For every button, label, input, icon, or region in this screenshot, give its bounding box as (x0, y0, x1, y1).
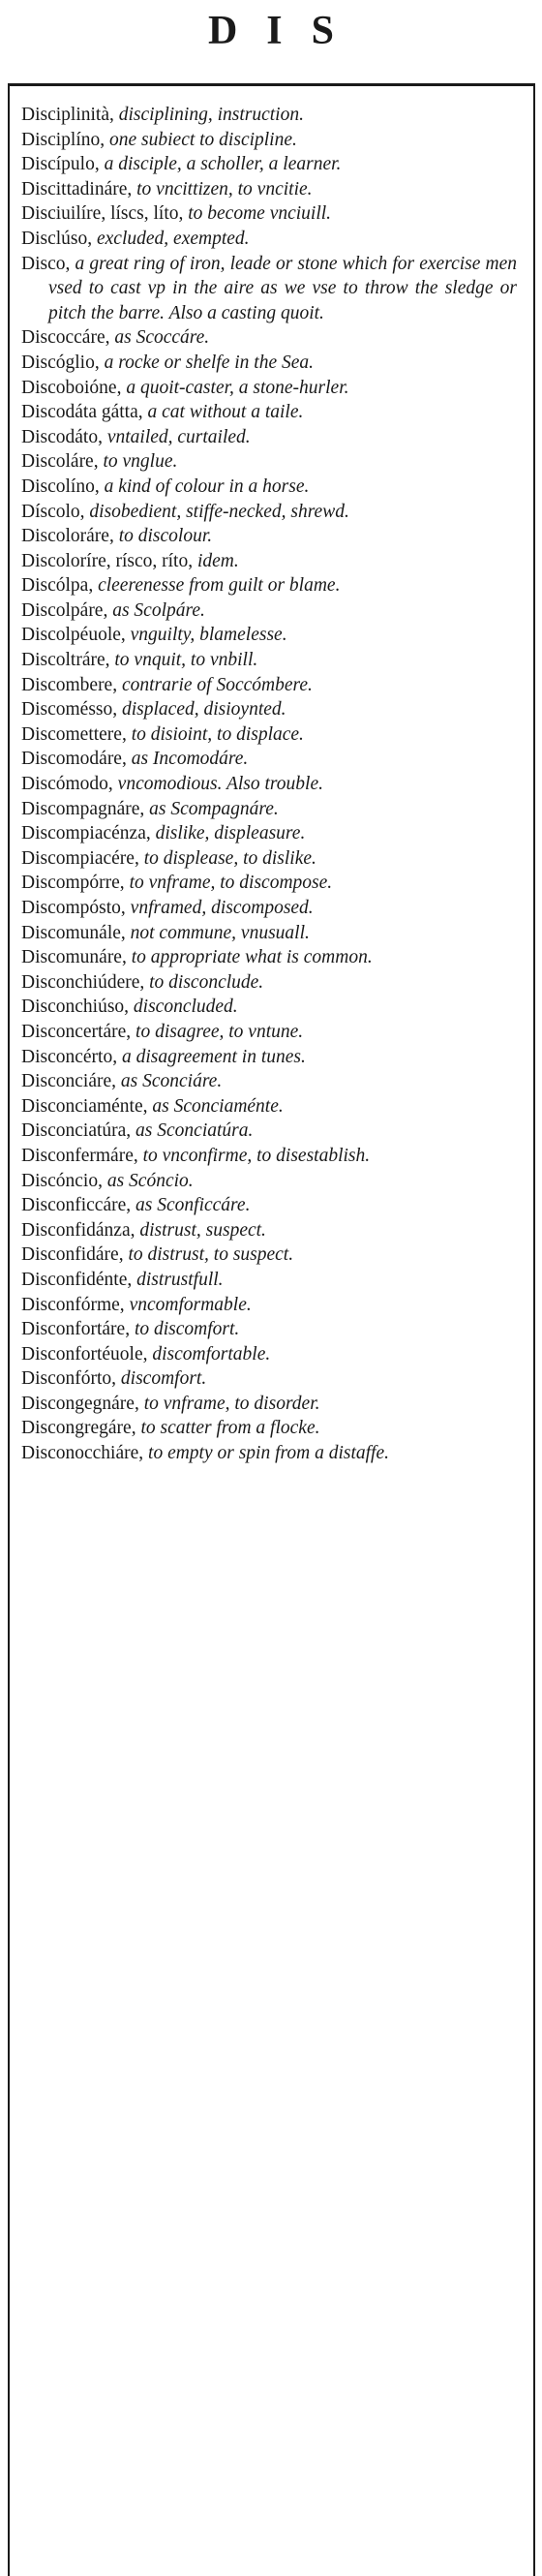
dictionary-entry (21, 1169, 517, 1194)
entry-headword: Disconfidánza, (21, 1219, 136, 1241)
dictionary-entry (21, 177, 517, 202)
entry-definition: dislike, displeasure. (150, 823, 306, 844)
dictionary-entry (21, 376, 517, 401)
entry-definition: disobedient, stiffe-necked, shrewd. (84, 501, 349, 522)
entry-headword: Discompiacére, (21, 847, 139, 869)
entry-definition: to become vnciuill. (183, 203, 332, 225)
dictionary-entry (21, 201, 517, 227)
dictionary-entry (21, 128, 517, 153)
entry-definition: displaced, disioynted. (117, 699, 286, 721)
entry-headword: Discompagnáre, (21, 798, 145, 819)
dictionary-entry (21, 1069, 517, 1094)
dictionary-entry (21, 1218, 517, 1243)
entry-headword: Discompiacénza, (21, 823, 151, 844)
entry-headword: Discomunáre, (21, 947, 127, 968)
dictionary-entry (21, 1293, 517, 1318)
entry-definition: discomfort. (116, 1368, 207, 1390)
entry-definition: to discolour. (113, 526, 213, 547)
entry-headword: Discompósto, (21, 898, 126, 918)
entry-headword: Discomettere, (21, 723, 127, 745)
entry-definition: disconcluded. (129, 997, 238, 1018)
entry-headword: Disconciaménte, (21, 1095, 148, 1117)
entry-definition: vnframed, discomposed. (125, 898, 314, 918)
entry-definition: as Scóncio. (102, 1170, 194, 1191)
dictionary-entry (21, 103, 517, 128)
entry-headword: Discongegnáre, (21, 1393, 139, 1414)
entry-headword: Disconfórto, (21, 1368, 117, 1390)
entry-headword: Disciuilíre, líscs, líto, (21, 203, 184, 225)
entry-definition: to displease, to dislike. (138, 847, 316, 869)
entry-headword: Disconficcáre, (21, 1195, 132, 1216)
dictionary-entry (21, 1119, 517, 1144)
entry-definition: as Scolpáre. (107, 599, 205, 621)
entry-definition: as Scoccáre. (109, 327, 210, 349)
entry-definition: to appropriate what is common. (126, 947, 373, 968)
entry-definition: as Scompagnáre. (144, 798, 279, 819)
entry-headword: Díscolo, (21, 501, 85, 522)
dictionary-entry (21, 1242, 517, 1268)
entry-headword: Discombere, (21, 674, 118, 695)
dictionary-entry (21, 475, 517, 500)
entry-headword: Disconfortéuole, (21, 1343, 148, 1365)
entry-definition: a disciple, a scholler, a learner. (99, 154, 342, 175)
dictionary-entry (21, 1020, 517, 1045)
dictionary-entry (21, 697, 517, 722)
dictionary-entry (21, 1094, 517, 1119)
entry-definition: to scatter from a flocke. (136, 1418, 320, 1439)
entry-headword: Discomésso, (21, 699, 118, 721)
dictionary-entry (21, 1268, 517, 1293)
entry-definition: to vnframe, to disorder. (138, 1393, 320, 1414)
entry-definition: a rocke or shelfe in the Sea. (99, 352, 315, 373)
dictionary-entry (21, 227, 517, 252)
entry-definition: disciplining, instruction. (113, 105, 304, 125)
entry-definition: idem. (193, 550, 239, 571)
dictionary-entry (21, 722, 517, 748)
dictionary-entry (21, 500, 517, 525)
entry-definition: to disconclude. (144, 971, 264, 993)
entry-definition: as Sconciáre. (116, 1071, 223, 1092)
entry-definition: to vnquit, to vnbill. (109, 650, 258, 671)
dictionary-entry (21, 623, 517, 648)
dictionary-entry (21, 871, 517, 896)
entry-definition: as Sconciatúra. (131, 1120, 254, 1142)
dictionary-entry (21, 598, 517, 624)
entry-definition: cleerenesse from guilt or blame. (93, 575, 341, 597)
entry-headword: Disconciatúra, (21, 1120, 132, 1142)
entry-definition: to vnglue. (98, 451, 178, 473)
dictionary-entry (21, 945, 517, 970)
entry-definition: a kind of colour in a horse. (99, 475, 310, 497)
entry-headword: Disconcérto, (21, 1046, 118, 1067)
dictionary-entry (21, 896, 517, 921)
entry-headword: Disconcertáre, (21, 1021, 132, 1042)
entry-headword: Discóncio, (21, 1170, 103, 1191)
page-title: DIS (207, 9, 364, 53)
entry-definition: one subiect to discipline. (105, 129, 297, 150)
dictionary-entry (21, 549, 517, 574)
entry-headword: Discodáta gátta, (21, 402, 143, 423)
dictionary-entries (21, 103, 517, 1466)
entry-headword: Discolpáre, (21, 599, 108, 621)
entry-definition: to vnframe, to discompose. (124, 873, 333, 894)
dictionary-entry (21, 1392, 517, 1417)
dictionary-entry (21, 449, 517, 475)
dictionary-entry (21, 846, 517, 872)
dictionary-entry (21, 1441, 517, 1466)
entry-headword: Disconfórme, (21, 1294, 125, 1315)
entry-headword: Disconchiúdere, (21, 971, 145, 993)
dictionary-entry (21, 1144, 517, 1169)
entry-definition: a great ring of iron, leade or stone which for exercise men vsed to cast vp in the aire as we vse to throw the sledge or pitch the barre. Also a casting quoit. (48, 253, 517, 323)
entry-headword: Discómodo, (21, 774, 113, 795)
dictionary-entry (21, 995, 517, 1020)
dictionary-entry (21, 1342, 517, 1367)
entry-definition: distrust, suspect. (135, 1219, 266, 1241)
dictionary-entry (21, 1045, 517, 1070)
dictionary-entry (21, 425, 517, 450)
dictionary-entry (21, 351, 517, 376)
entry-definition: to disioint, to displace. (126, 723, 304, 745)
entry-headword: Discomunále, (21, 922, 126, 943)
entry-definition: vncomodious. Also trouble. (112, 774, 323, 795)
entry-headword: Discodáto, (21, 426, 103, 447)
entry-definition: contrarie of Soccómbere. (117, 674, 313, 695)
entry-definition: discomfortable. (147, 1343, 271, 1365)
entry-definition: not commune, vnusuall. (125, 922, 310, 943)
entry-definition: to vnconfirme, to disestablish. (137, 1145, 371, 1166)
entry-definition: a cat without a taile. (142, 402, 304, 423)
dictionary-entry (21, 1317, 517, 1342)
entry-headword: Discittadináre, (21, 178, 133, 199)
entry-headword: Discolíno, (21, 475, 100, 497)
entry-headword: Discolpéuole, (21, 625, 126, 646)
entry-headword: Disciplinità, (21, 105, 114, 125)
dictionary-entry (21, 747, 517, 772)
entry-headword: Disconfidénte, (21, 1269, 133, 1290)
page-header (8, 0, 534, 86)
entry-headword: Disciplíno, (21, 129, 105, 150)
entry-definition: to disagree, to vntune. (131, 1021, 304, 1042)
dictionary-entry (21, 252, 517, 326)
entry-headword: Discomodáre, (21, 749, 127, 770)
entry-headword: Disconfortáre, (21, 1319, 131, 1340)
entry-definition: a quoit-caster, a stone-hurler. (121, 377, 349, 398)
entry-headword: Discoboióne, (21, 377, 122, 398)
entry-headword: Disconchiúso, (21, 997, 130, 1018)
dictionary-entry (21, 325, 517, 351)
entry-headword: Discoccáre, (21, 327, 110, 349)
entry-headword: Disconocchiáre, (21, 1443, 144, 1464)
entry-definition: as Incomodáre. (126, 749, 249, 770)
entry-definition: excluded, exempted. (92, 228, 250, 249)
entry-definition: a disagreement in tunes. (117, 1046, 306, 1067)
dictionary-entry (21, 400, 517, 425)
entry-definition: as Sconficcáre. (131, 1195, 251, 1216)
entry-headword: Discoláre, (21, 451, 99, 473)
entry-definition: distrustfull. (132, 1269, 224, 1290)
dictionary-entry (21, 797, 517, 822)
dictionary-entry (21, 152, 517, 177)
dictionary-entry (21, 970, 517, 996)
dictionary-entry (21, 821, 517, 846)
entry-headword: Disco, (21, 253, 71, 274)
entry-headword: Disconciáre, (21, 1071, 116, 1092)
dictionary-entry (21, 648, 517, 673)
dictionary-entry (21, 524, 517, 549)
entry-definition: vnguilty, blamelesse. (125, 625, 287, 646)
entry-definition: to discomfort. (130, 1319, 240, 1340)
dictionary-entry (21, 1416, 517, 1441)
entry-definition: vntailed, curtailed. (102, 426, 251, 447)
entry-definition: to vncittizen, to vncitie. (132, 178, 313, 199)
dictionary-entry (21, 1366, 517, 1392)
dictionary-entry (21, 1193, 517, 1218)
dictionary-entry (21, 673, 517, 698)
entry-headword: Discoloríre, rísco, ríto, (21, 550, 194, 571)
entry-definition: to distrust, to suspect. (123, 1244, 294, 1266)
entry-headword: Discólpa, (21, 575, 94, 597)
entry-headword: Discípulo, (21, 154, 100, 175)
entry-headword: Discompórre, (21, 873, 125, 894)
dictionary-entry (21, 772, 517, 797)
entry-headword: Disconfermáre, (21, 1145, 138, 1166)
entry-definition: to empty or spin from a distaffe. (143, 1443, 390, 1464)
entry-headword: Disconfidáre, (21, 1244, 124, 1266)
entry-definition: vncomformable. (124, 1294, 252, 1315)
dictionary-entry (21, 921, 517, 946)
entry-headword: Discóglio, (21, 352, 100, 373)
dictionary-entry (21, 573, 517, 598)
entry-headword: Discoltráre, (21, 650, 110, 671)
entry-definition: as Sconciaménte. (147, 1095, 284, 1117)
entry-headword: Discongregáre, (21, 1418, 136, 1439)
entry-headword: Discoloráre, (21, 526, 114, 547)
entry-headword: Disclúso, (21, 228, 93, 249)
